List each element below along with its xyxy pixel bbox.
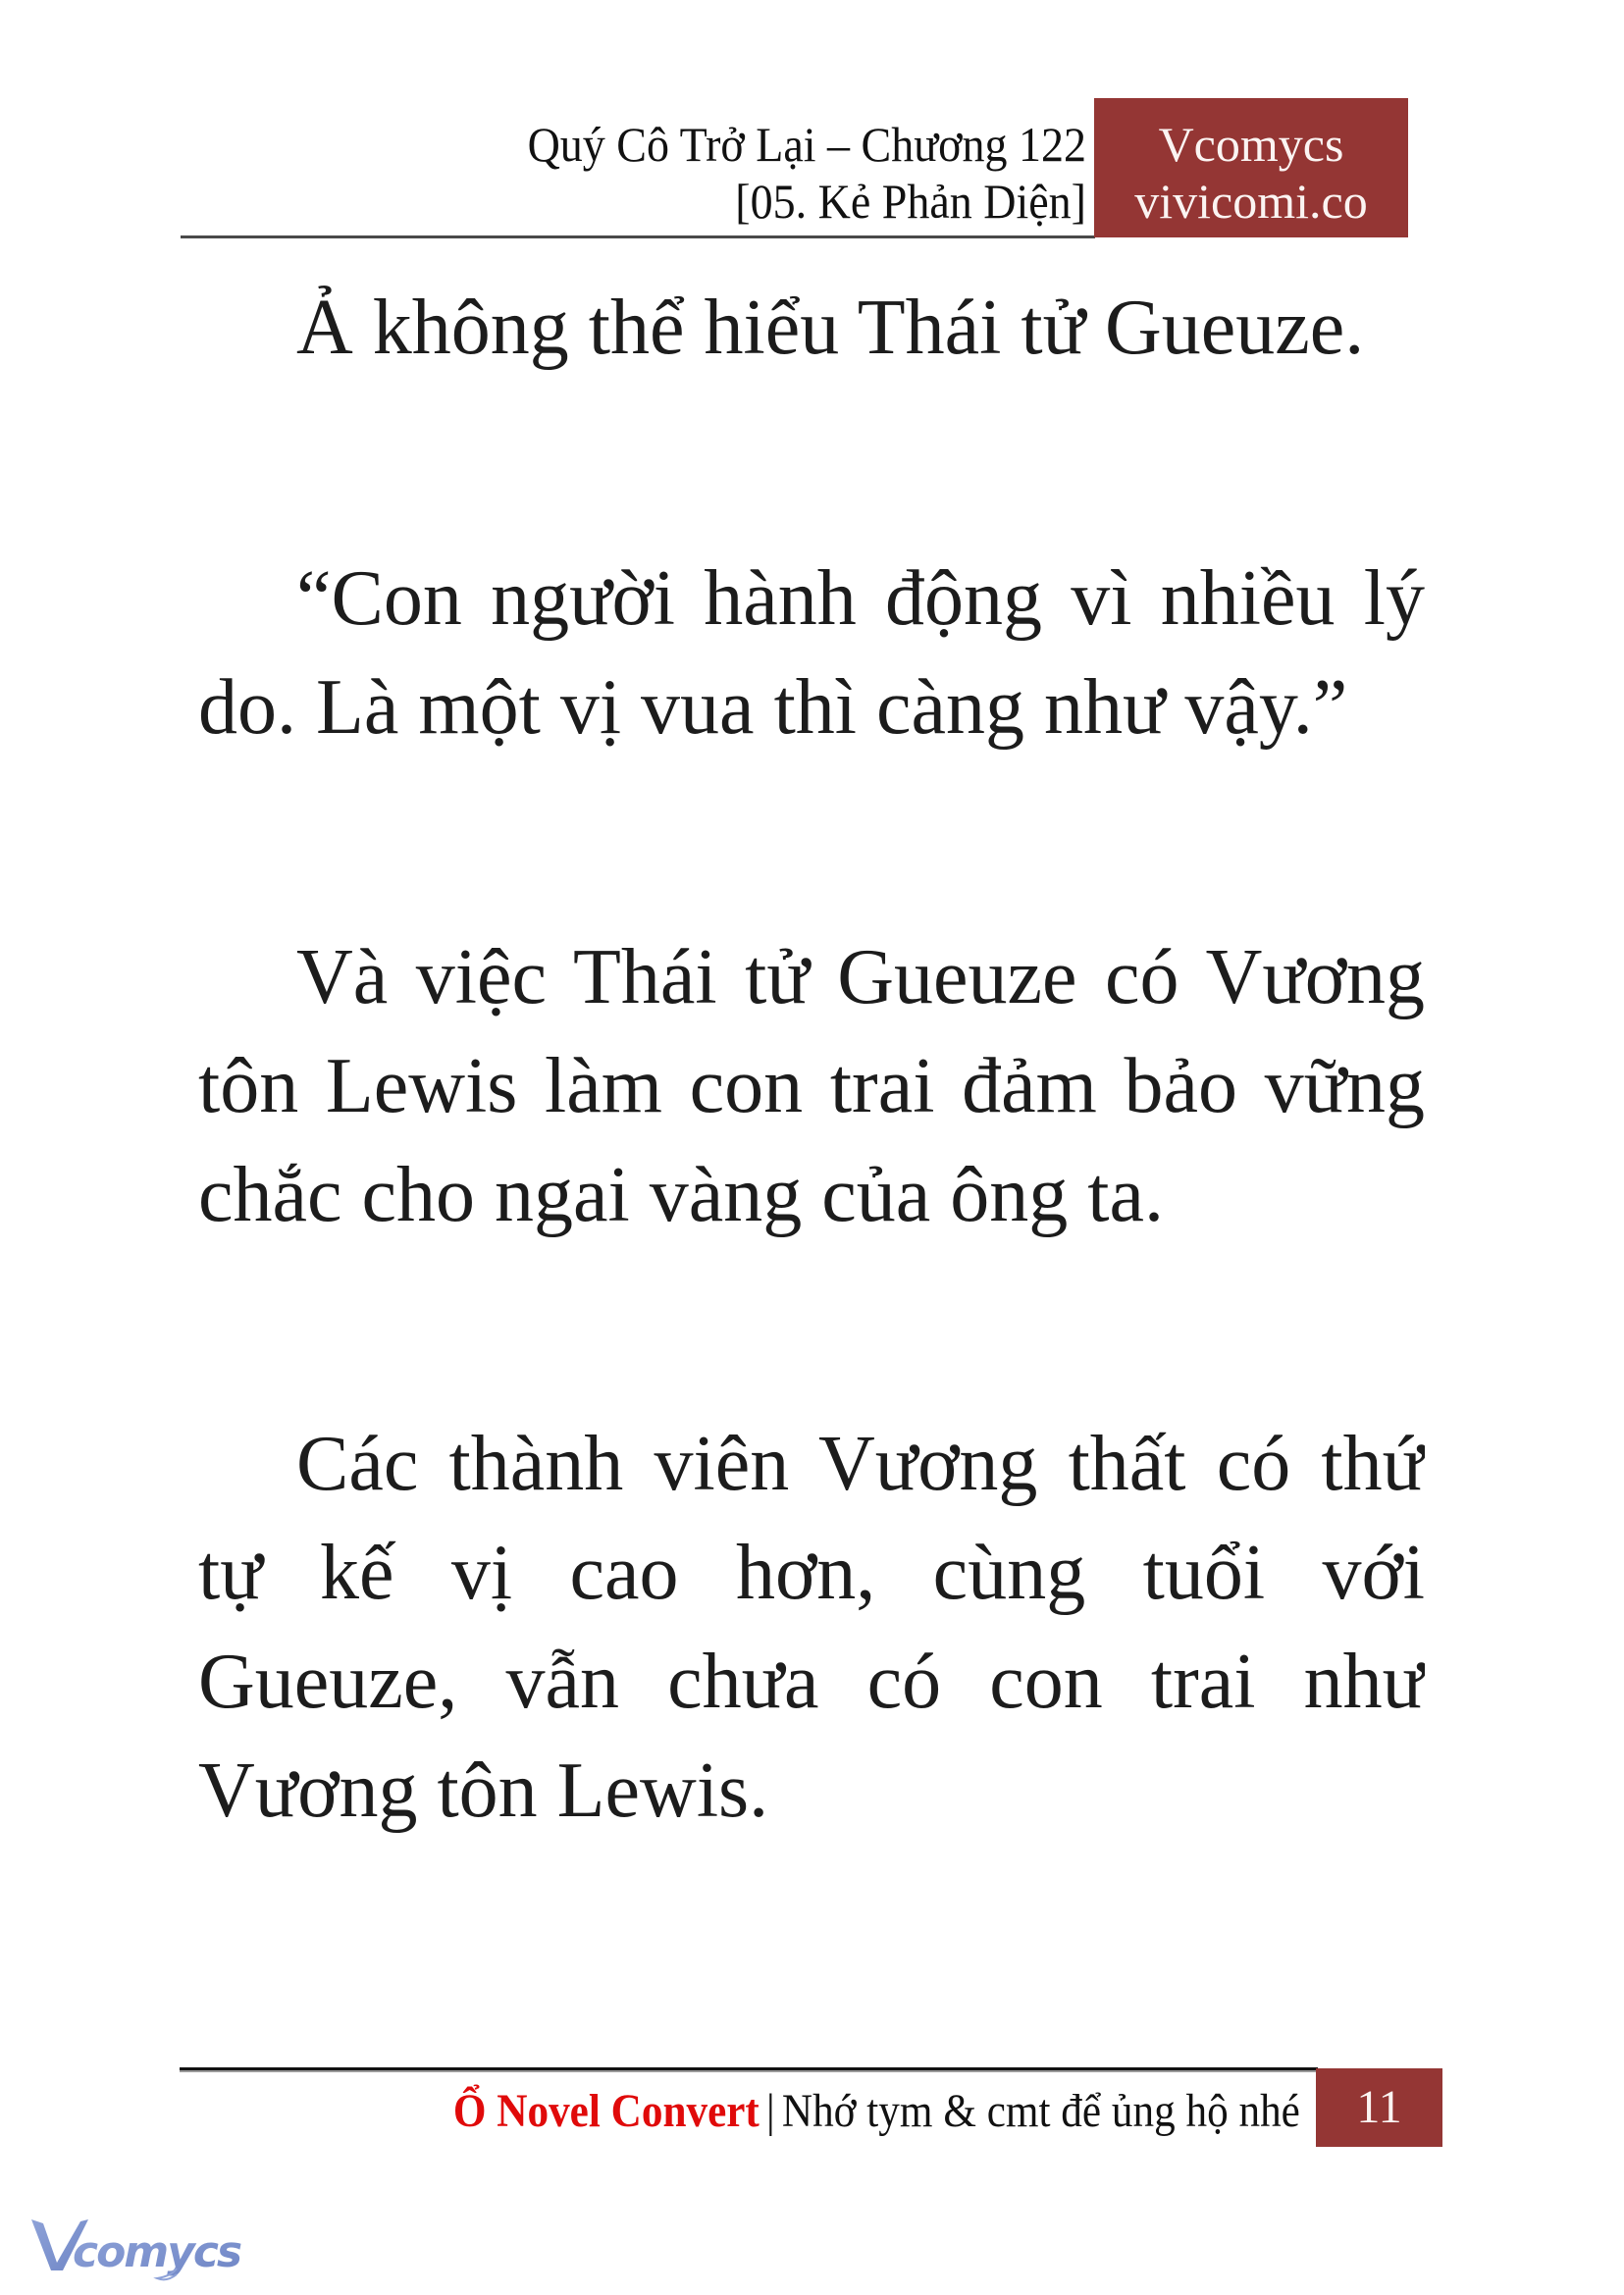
text-line: do. Là một vị vua thì càng như vậy.” (198, 664, 1348, 751)
paragraph-1 (198, 274, 1425, 383)
text-line: chắc cho ngai vàng của ông ta. (198, 1152, 1165, 1238)
text-line: Và việc Thái tử Gueuze có Vương (296, 934, 1425, 1020)
paragraph-3 (198, 923, 1425, 1250)
site-badge-name: Vcomycs (1158, 117, 1344, 172)
paragraph-2 (198, 545, 1425, 762)
page-number: 11 (1316, 2068, 1442, 2147)
paragraph-4 (198, 1410, 1425, 1846)
text-line: “Con người hành động vì nhiều lý (296, 555, 1425, 642)
text-line: Gueuze, vẫn chưa có con trai như (198, 1639, 1425, 1725)
chapter-title (454, 116, 1086, 230)
footer-message: Nhớ tym & cmt để ủng hộ nhé (782, 2085, 1300, 2137)
text-line: Các thành viên Vương thất có thứ (296, 1421, 1425, 1507)
text-line: Ả không thể hiểu Thái tử Gueuze. (296, 285, 1365, 371)
footer-credit (453, 2084, 1300, 2139)
vcomycs-logo-icon (29, 2216, 245, 2284)
svg-text:comycs: comycs (73, 2227, 241, 2277)
footer-separator: | (766, 2085, 775, 2137)
footer-brand: Ổ Novel Convert (453, 2085, 760, 2137)
chapter-title-line1: Quý Cô Trở Lại – Chương 122 (527, 117, 1086, 172)
text-line: tự kế vị cao hơn, cùng tuổi với (198, 1530, 1425, 1616)
header-divider (181, 235, 1095, 238)
site-badge (1094, 98, 1408, 237)
site-badge-domain: vivicomi.co (1134, 174, 1368, 229)
text-line: tôn Lewis làm con trai đảm bảo vững (198, 1043, 1425, 1129)
chapter-title-line2: [05. Kẻ Phản Diện] (735, 174, 1086, 229)
footer-divider (180, 2067, 1318, 2070)
text-line: Vương tôn Lewis. (198, 1747, 769, 1834)
